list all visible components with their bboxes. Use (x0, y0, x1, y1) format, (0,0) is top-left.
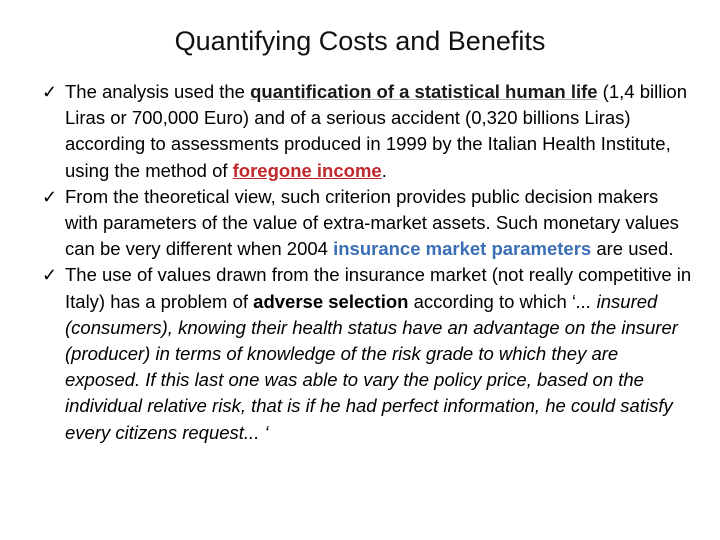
slide-title: Quantifying Costs and Benefits (174, 26, 546, 56)
bullet-item-3 (42, 262, 692, 445)
bullet-3-quote: ... insured (consumers), knowing their health status have an advantage on the insurer (producer) in terms of knowledge of the risk grade to which they are exposed. If this last one was able to vary the policy price, based on the individual relative risk, that is if he had perfect information, he could satisfy every citizens request... ‘ (65, 290, 678, 443)
bullet-3-text-a: The use of values drawn from the insurance market (not really competitive in Italy) has a problem of (65, 264, 692, 312)
bullet-2-text-b: are used. (591, 238, 674, 260)
bullet-2-key-term-insurance-parameters: insurance market parameters (333, 238, 592, 260)
bullet-1-text-c: . (381, 159, 387, 181)
checkmark-icon: ✓ (42, 265, 58, 286)
bullet-3-key-term-adverse-selection: adverse selection (253, 290, 409, 312)
bullet-item-1 (42, 79, 692, 184)
bullet-item-2 (42, 184, 692, 263)
bullet-1-key-term-foregone-income: foregone income (232, 159, 382, 181)
bullet-1-key-term-statistical-life: quantification of a statistical human life (250, 81, 598, 102)
checkmark-icon: ✓ (42, 186, 58, 207)
bullet-list (42, 79, 692, 446)
bullet-3-text-b: according to which ‘ (408, 290, 577, 312)
bullet-1-text-b: (1,4 billion Liras or 700,000 Euro) and of a serious accident (0,320 billions Liras) according to assessments produced in 1999 by the Italian Health Institute, using the method of (65, 81, 688, 181)
bullet-1-text-a: The analysis used the (65, 81, 251, 102)
bullet-2-text-a: From the theoretical view, such criterion provides public decision makers with parameters of the value of extra-market assets. Such monetary values can be very different when 2004 (65, 185, 679, 260)
checkmark-icon: ✓ (42, 82, 58, 102)
